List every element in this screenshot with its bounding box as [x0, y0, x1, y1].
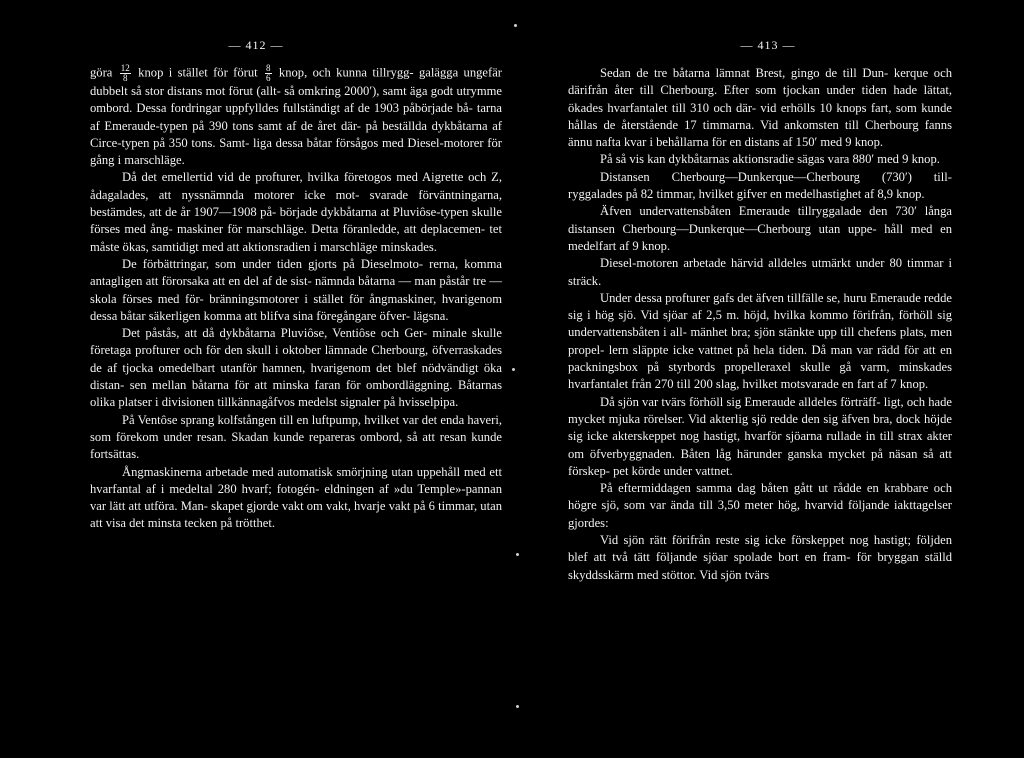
- paragraph: Sedan de tre båtarna lämnat Brest, gingo de till Dun- kerque och därifrån åter till Cherbourg. Efter som tjockan under tiden hade lättat, ökades hvarfantalet till 310 och där- vid erhölls 10 knops fart, som kunde hållas de återstående 17 timmarna. Vid ankomsten till Cherbourg fanns ännu nafta kvar i behållarna för en distans af 150′ med 9 knop.: [568, 66, 952, 150]
- paragraph: Äfven undervattensbåten Emeraude tillryggalade den 730′ långa distansen Cherbourg—Dunkerque—Cherbourg utan uppe- håll med en medelfart af 9 knop.: [568, 204, 952, 253]
- scan-speck: [514, 24, 517, 27]
- paragraph: Ångmaskinerna arbetade med automatisk smörjning utan uppehåll med ett hvarfantal af i medeltal 280 hvarf; fotogén- eldningen af »du Temple»-pannan var lätt att utföra. Man- skapet gjorde vakt om vakt, hvarje vakt på 6 timmar, utan att visa det minsta tecken på trötthet.: [90, 464, 502, 531]
- page-number: — 412 —: [228, 38, 284, 52]
- fraction-denominator: 6: [266, 73, 271, 83]
- text-column: [568, 65, 952, 584]
- scan-speck: [516, 705, 519, 708]
- paragraph: Då det emellertid vid de profturer, hvilka företogos med Aigrette och Z, ådagalades, att nyssnämnda motorer icke mot- svarade förväntningarna, bestämdes, att de år 1907—1908 på- började dykbåtarna at Pluviôse-typen skulle förses med ång- maskiner för marschläge. Detta föranledde, att deplacemen- tet måste ökas, samtidigt med att aktionsradien i marschläge minskades.: [90, 170, 502, 254]
- fraction-denominator: 8: [123, 73, 128, 83]
- scan-speck: [516, 553, 519, 556]
- text: knop, och kunna tillrygg- galägga ungefär dubbelt så stor distans mot förut (allt- så omkring 2000′), samt äga godt utrymme ombord. Dessa fordringar uppfylldes fullständigt af de 1903 påbörjade bå- tarna af Emeraude-typen på 390 tons samt af de året där- på beställda dykbåtarna af Circe-typen på 350 tons. Samt- liga dessa båtar försågos med Diesel-motorer för gång i marschläge.: [90, 65, 502, 168]
- paragraph: [90, 64, 502, 169]
- paragraph: Distansen Cherbourg—Dunkerque—Cherbourg (730′) till- ryggalades på 82 timmar, hvilket gifver en medelhastighet af 8,9 knop.: [568, 169, 952, 202]
- paragraph: Det påstås, att då dykbåtarna Pluviôse, Ventiôse och Ger- minale skulle företaga profturer och för den skull i oktober lämnade Cherbourg, öfverraskades de af tjocka omedelbart utanför hamnen, hvarigenom det blef nödvändigt öka distan- sen mellan båtarna för att minska faran för ombordläggning. Båtarnas olika platser i divisionen tillkännagåfvos medelst signaler på hvisselpipa.: [90, 326, 502, 410]
- page-number: — 413 —: [740, 38, 796, 52]
- paragraph: På Ventôse sprang kolfstången till en luftpump, hvilket var det enda haveri, som förekom under resan. Skadan kunde repareras ombord, så att resan kunde fortsättas.: [90, 412, 502, 462]
- paragraph: Vid sjön rätt förifrån reste sig icke förskeppet nog hastigt; följden blef att två tätt följande sjöar spolade bort en fram- för bryggan ställd skyddsskärm med stöttor. Vid sjön tvärs: [568, 533, 952, 582]
- paragraph: Diesel-motoren arbetade härvid alldeles utmärkt under 80 timmar i sträck.: [568, 256, 952, 288]
- scan-speck: [512, 368, 515, 371]
- fraction: [265, 64, 272, 83]
- right-page: [512, 0, 1024, 758]
- paragraph: Då sjön var tvärs förhöll sig Emeraude alldeles förträff- ligt, och hade mycket mjuka rörelser. Vid akterlig sjö redde den sig äfven bra, dock höjde sig icke akterskeppet nog hastigt, hvarför sjöarna rullade in till strax akter om öfverbyggnaden. Båten låg härunder ganska mycket på näsan så att förskep- pet körde under vattnet.: [568, 394, 952, 478]
- text: knop i stället för förut: [138, 65, 258, 80]
- text-column: [90, 64, 502, 533]
- text: göra: [90, 65, 113, 80]
- paragraph: På eftermiddagen samma dag båten gått ut rådde en krabbare och högre sjö, som var ända till 3,50 meter hög, hvarvid följande iakttagelser gjordes:: [568, 481, 952, 530]
- paragraph: De förbättringar, som under tiden gjorts på Dieselmoto- rerna, komma antagligen att förorsaka att en del af de sist- nämnda båtarna — man påstår tre — skola förses med för- bränningsmotorer i stället för ångmaskiner, hvarigenom dessa båtar säkerligen komma att blifva sina föregångare öfver- lägsna.: [90, 256, 502, 323]
- fraction-numerator: 12: [120, 63, 130, 73]
- paragraph: På så vis kan dykbåtarnas aktionsradie sägas vara 880′ med 9 knop.: [600, 152, 940, 167]
- paragraph: Under dessa profturer gafs det äfven tillfälle se, huru Emeraude redde sig i hög sjö. Vid sjöar af 2,5 m. höjd, hvilka kommo förifrån, förhöll sig undervattensbåten i all- mänhet bra; sjön stänkte upp till chefens plats, men propel- lern släppte icke vattnet på hela tiden. Då man var rädd för att en packningsbox på styrbords propelleraxel skulle gå varm, minskades hvarfantalet från 270 till 200 slag, hvilket motsvarade en fart af 7 knop.: [568, 290, 952, 392]
- fraction: [120, 64, 131, 83]
- fraction-numerator: 8: [266, 63, 271, 73]
